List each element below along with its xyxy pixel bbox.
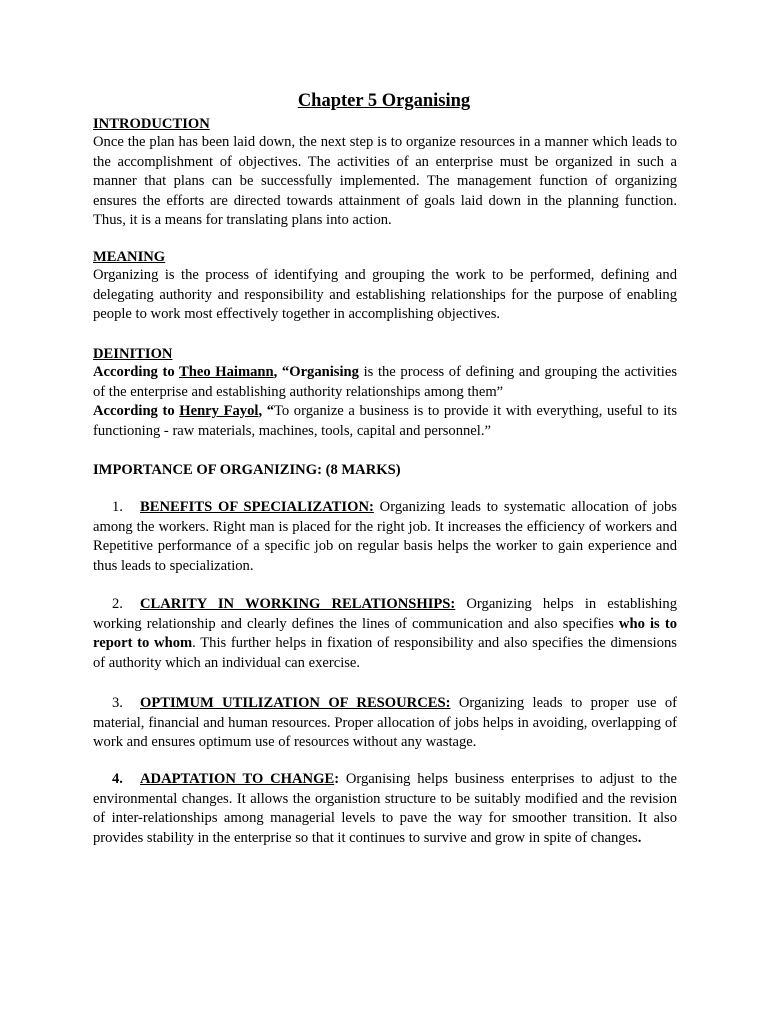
- importance-heading: IMPORTANCE OF ORGANIZING: (8 MARKS): [93, 462, 401, 478]
- def2-sep: , “: [258, 403, 274, 419]
- page-title: Chapter 5 Organising: [297, 91, 471, 111]
- definition-heading: DEINITION: [93, 346, 173, 362]
- item-title: CLARITY IN WORKING RELATIONSHIPS:: [140, 596, 456, 612]
- item-title: ADAPTATION TO CHANGE: [140, 771, 335, 787]
- item-number: 4.: [112, 771, 123, 787]
- def1-author: Theo Haimann: [179, 364, 274, 380]
- item-text: Organizing leads to systematic allocation of jobs among the workers. Right man is placed for the right job. It increases the efficiency of workers and Repetitive performance of a specific job on regular basis helps the worker to gain experience and thus leads to specialization.: [93, 499, 677, 574]
- def1-prefix: According to: [93, 364, 179, 380]
- importance-item-1: [93, 498, 677, 576]
- item-number: 3.: [112, 695, 123, 711]
- item-number: 1.: [112, 499, 123, 515]
- def2-author: Henry Fayol: [179, 403, 259, 419]
- def1-sep: , “: [273, 364, 290, 380]
- item-bold-phrase: who is to report to whom: [93, 615, 678, 651]
- importance-section: [93, 461, 677, 479]
- definition-fayol: [93, 402, 677, 441]
- list-item: [93, 770, 677, 848]
- item-text: Organising helps business enterprises to adjust to the environmental changes. It allows the organistion structure to be suitably modified and the revision of inter-relationships among managerial levels to pave the way for smoother transition. It also provides stability in the enterprise so that it continues to survive and grow in spite of changes: [93, 771, 677, 846]
- def1-term: Organising: [289, 364, 359, 380]
- introduction-heading: INTRODUCTION: [93, 116, 210, 132]
- item-title: OPTIMUM UTILIZATION OF RESOURCES:: [140, 695, 451, 711]
- list-item: [93, 595, 677, 673]
- introduction-section: [93, 115, 677, 231]
- importance-item-4: [93, 770, 677, 848]
- item-number: 2.: [112, 596, 123, 612]
- def2-prefix: According to: [93, 403, 180, 419]
- meaning-section: [93, 248, 677, 325]
- item-text-before: Organizing helps in establishing working relationship and clearly defines the lines of communication and also specifies: [93, 596, 678, 632]
- def2-text: To organize a business is to provide it with everything, useful to its functioning - raw materials, machines, tools, capital and personnel.”: [93, 403, 678, 439]
- def1-text: is the process of defining and grouping the activities of the enterprise and establishing authority relationships among them”: [93, 364, 677, 400]
- list-item: [93, 694, 677, 753]
- meaning-text: Organizing is the process of identifying and grouping the work to be performed, defining and delegating authority and responsibility and establishing relationships for the purpose of enabling people to work most effectively together in accomplishing objectives.: [93, 267, 677, 322]
- item-text: Organizing leads to proper use of material, financial and human resources. Proper allocation of jobs helps in avoiding, overlapping of work and ensures optimum use of resources without any wastage.: [93, 695, 677, 750]
- importance-item-3: [93, 694, 677, 753]
- list-item: [93, 498, 677, 576]
- importance-item-2: [93, 595, 677, 673]
- introduction-text: Once the plan has been laid down, the next step is to organize resources in a manner which leads to the accomplishment of objectives. The activities of an enterprise must be organized in such a manner that plans can be successfully implemented. The management function of organizing ensures the efforts are directed towards attainment of goals laid down in the planning function. Thus, it is a means for translating plans into action.: [93, 134, 677, 228]
- meaning-heading: MEANING: [93, 249, 166, 265]
- item-colon: :: [334, 771, 340, 787]
- definition-haimann: [93, 363, 677, 402]
- item-title: BENEFITS OF SPECIALIZATION:: [140, 499, 374, 515]
- definition-section: [93, 345, 677, 441]
- item-text-after: . This further helps in fixation of responsibility and also specifies the dimensions of authority which an individual can exercise.: [93, 635, 677, 671]
- item-end: .: [637, 829, 642, 846]
